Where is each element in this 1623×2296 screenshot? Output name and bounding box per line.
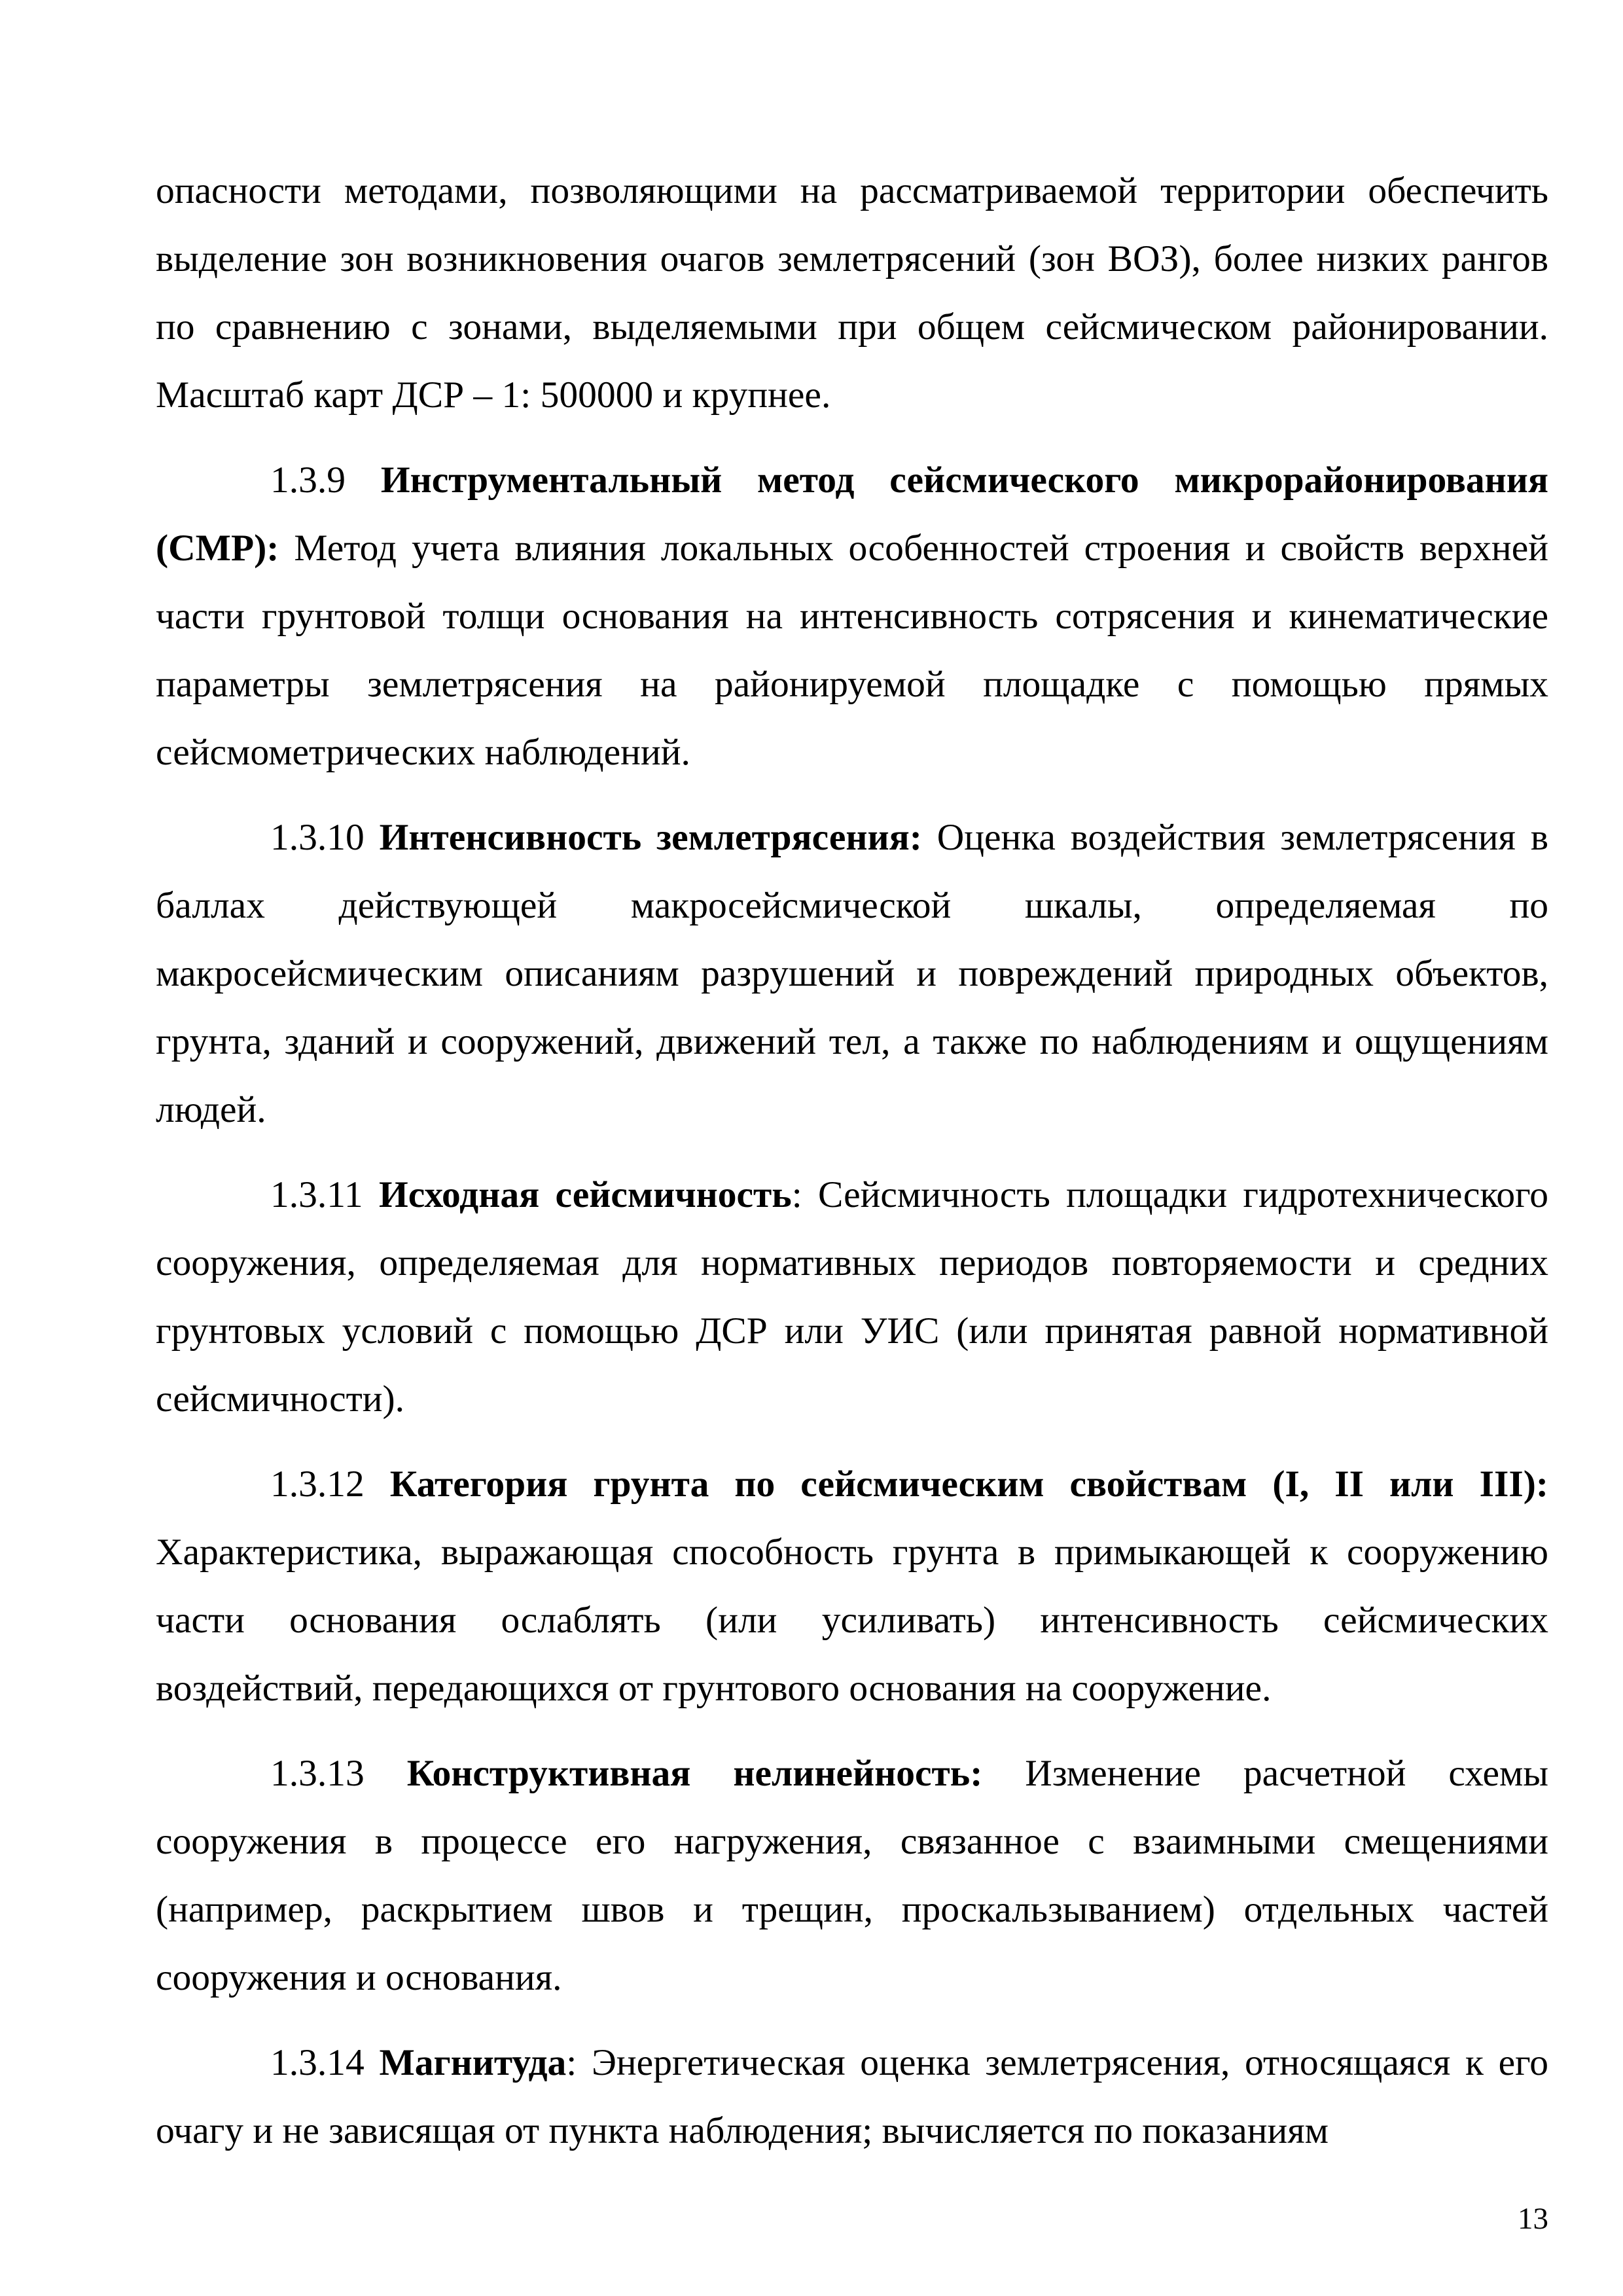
paragraph-1-3-9 (156, 446, 1548, 787)
term-suffix: : (566, 2042, 577, 2083)
page-number: 13 (1518, 2202, 1548, 2236)
paragraph-1-3-12 (156, 1450, 1548, 1723)
paragraph-body: Характеристика, выражающая способность грунта в примыкающей к сооружению части основания ослаблять (или усиливать) интенсивность сейсмических воздействий, передающихся от грунтового основания на сооружение. (156, 1532, 1548, 1709)
paragraph-body: Сейсмичность площадки гидротехнического сооружения, определяемая для нормативных периодов повторяемости и средних грунтовых условий с помощью ДСР или УИС (или принятая равной нормативной сейсмичности). (156, 1174, 1549, 1420)
paragraph-body: Метод учета влияния локальных особенностей строения и свойств верхней части грунтовой толщи основания на интенсивность сотрясения и кинематические параметры землетрясения на районируемой площадке с помощью прямых сейсмометрических наблюдений. (156, 528, 1548, 773)
paragraph-1-3-13 (156, 1740, 1548, 2012)
section-number: 1.3.13 (270, 1753, 365, 1794)
term-heading: Категория грунта по сейсмическим свойствам (I, II или III): (389, 1463, 1548, 1505)
paragraph-body: Оценка воздействия землетрясения в баллах действующей макросейсмической шкалы, определяемая по макросейсмическим описаниям разрушений и повреждений природных объектов, грунта, зданий и сооружений, движений тел, а также по наблюдениям и ощущениям людей. (156, 817, 1548, 1130)
term-heading: Магнитуда (379, 2042, 567, 2083)
section-number: 1.3.10 (270, 817, 365, 858)
term-heading: Инструментальный метод сейсмического микрорайонирования (СМР): (156, 459, 1548, 569)
term-suffix: : (791, 1174, 802, 1215)
paragraph-1-3-10 (156, 804, 1548, 1144)
term-heading: Исходная сейсмичность (378, 1174, 792, 1215)
term-heading: Интенсивность землетрясения: (379, 817, 922, 858)
paragraph-body: опасности методами, позволяющими на рассматриваемой территории обеспечить выделение зон возникновения очагов землетрясений (зон ВОЗ), более низких рангов по сравнению с зонами, выделяемыми при общем сейсмическом районировании. Масштаб карт ДСР – 1: 500000 и крупнее. (156, 170, 1548, 416)
section-number: 1.3.14 (270, 2042, 365, 2083)
document-body (156, 157, 1548, 2165)
paragraph-1-3-11 (156, 1161, 1548, 1433)
term-heading: Конструктивная нелинейность: (406, 1753, 983, 1794)
section-number: 1.3.11 (270, 1174, 363, 1215)
section-number: 1.3.9 (270, 459, 346, 501)
paragraph-continuation (156, 157, 1548, 429)
paragraph-body: Изменение расчетной схемы сооружения в процессе его нагружения, связанное с взаимными смещениями (например, раскрытием швов и трещин, проскальзыванием) отдельных частей сооружения и основания. (156, 1753, 1548, 1998)
paragraph-body: Энергетическая оценка землетрясения, относящаяся к его очагу и не зависящая от пункта наблюдения; вычисляется по показаниям (156, 2042, 1549, 2151)
paragraph-1-3-14 (156, 2029, 1548, 2165)
section-number: 1.3.12 (270, 1463, 365, 1505)
